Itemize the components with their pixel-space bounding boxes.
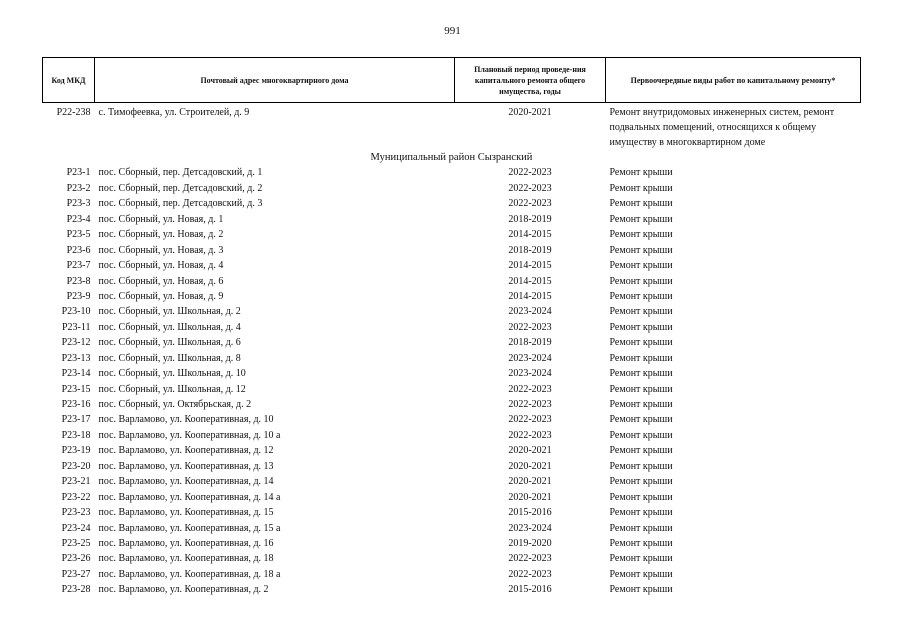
row-address: пос. Варламово, ул. Кооперативная, д. 18 а (98, 568, 281, 580)
row-address: пос. Варламово, ул. Кооперативная, д. 18 (98, 553, 274, 565)
row-code: Р23-6 (66, 244, 91, 256)
table-row (43, 397, 861, 412)
header-address: Почтовый адрес многоквартирного дома (95, 58, 455, 103)
row-period: 2022-2023 (508, 383, 552, 395)
row-address: пос. Сборный, пер. Детсадовский, д. 3 (98, 198, 263, 210)
row-address: пос. Варламово, ул. Кооперативная, д. 10 а (98, 429, 281, 441)
row-code: Р23-25 (61, 537, 91, 549)
row-works: Ремонт крыши (609, 337, 673, 349)
row-code: Р23-15 (61, 383, 91, 395)
row-works: Ремонт внутридомовых инженерных систем, ремонт подвальных помещений, относящихся к общему имуществу в многоквартирном доме (609, 107, 835, 148)
row-period: 2023-2024 (508, 352, 552, 364)
row-address: пос. Сборный, ул. Новая, д. 3 (98, 244, 224, 256)
section-row (43, 150, 861, 165)
row-works: Ремонт крыши (609, 182, 673, 194)
row-address: пос. Варламово, ул. Кооперативная, д. 14 (98, 476, 274, 488)
row-code: Р23-8 (66, 275, 91, 287)
table-row (43, 459, 861, 474)
table-row (43, 165, 861, 180)
row-period: 2022-2023 (508, 321, 552, 333)
row-code: Р23-9 (66, 290, 91, 302)
row-address: пос. Варламово, ул. Кооперативная, д. 2 (98, 584, 269, 596)
row-address: пос. Варламово, ул. Кооперативная, д. 16 (98, 537, 274, 549)
row-period: 2022-2023 (508, 167, 552, 179)
row-code: Р23-4 (66, 213, 91, 225)
table-row (43, 212, 861, 227)
table-row (43, 521, 861, 536)
row-period: 2014-2015 (508, 260, 552, 272)
table-row (43, 243, 861, 258)
row-period: 2014-2015 (508, 229, 552, 241)
table-row (43, 258, 861, 273)
row-works: Ремонт крыши (609, 507, 673, 519)
header-period: Плановый период проведе-ния капитального ремонта общего имущества, годы (455, 58, 606, 103)
table-row (43, 181, 861, 196)
row-code: Р23-2 (66, 182, 91, 194)
row-works: Ремонт крыши (609, 522, 673, 534)
table-row (43, 382, 861, 397)
row-code: Р23-28 (61, 584, 91, 596)
row-code: Р23-16 (61, 399, 91, 410)
row-period: 2022-2023 (508, 568, 552, 580)
row-period: 2019-2020 (508, 537, 552, 549)
row-address: пос. Сборный, ул. Новая, д. 1 (98, 213, 224, 225)
row-works: Ремонт крыши (609, 537, 673, 549)
table-row (43, 505, 861, 520)
row-code: Р23-12 (61, 337, 91, 349)
row-works: Ремонт крыши (609, 445, 673, 457)
row-period: 2022-2023 (508, 198, 552, 210)
row-period: 2015-2016 (508, 507, 552, 519)
row-code: Р23-1 (66, 167, 91, 179)
section-title: Муниципальный район Сызранский (370, 152, 533, 163)
row-works: Ремонт крыши (609, 229, 673, 241)
row-period: 2022-2023 (508, 414, 552, 426)
table-row (43, 196, 861, 211)
row-works: Ремонт крыши (609, 306, 673, 318)
row-period: 2020-2021 (508, 107, 552, 118)
row-works: Ремонт крыши (609, 352, 673, 364)
table-row (43, 335, 861, 350)
row-works: Ремонт крыши (609, 167, 673, 179)
row-address: пос. Сборный, пер. Детсадовский, д. 2 (98, 182, 263, 194)
row-code: Р23-7 (66, 260, 91, 272)
page-number: 991 (444, 25, 461, 37)
row-works: Ремонт крыши (609, 368, 673, 380)
row-works: Ремонт крыши (609, 260, 673, 272)
row-address: пос. Варламово, ул. Кооперативная, д. 13 (98, 460, 274, 472)
row-code: Р23-27 (61, 568, 91, 580)
row-period: 2014-2015 (508, 290, 552, 302)
row-period: 2018-2019 (508, 244, 552, 256)
table-row (43, 536, 861, 551)
table-row (43, 320, 861, 335)
header-works: Первоочередные виды работ по капитальному ремонту* (606, 58, 861, 103)
row-code: Р23-24 (61, 522, 91, 534)
row-works: Ремонт крыши (609, 460, 673, 472)
row-works: Ремонт крыши (609, 198, 673, 210)
row-works: Ремонт крыши (609, 429, 673, 441)
table-row (43, 227, 861, 242)
table-row (43, 474, 861, 489)
row-period: 2020-2021 (508, 491, 552, 503)
row-period: 2023-2024 (508, 368, 552, 380)
row-code: Р23-22 (61, 491, 91, 503)
row-period: 2022-2023 (508, 429, 552, 441)
table-row (43, 304, 861, 319)
row-address: пос. Варламово, ул. Кооперативная, д. 15 а (98, 522, 281, 534)
row-address: пос. Сборный, ул. Школьная, д. 12 (98, 383, 246, 395)
row-code: Р23-21 (61, 476, 91, 488)
row-address: пос. Сборный, ул. Октябрьская, д. 2 (98, 399, 252, 410)
row-period: 2018-2019 (508, 337, 552, 349)
row-works: Ремонт крыши (609, 476, 673, 488)
row-works: Ремонт крыши (609, 414, 673, 426)
table-row (43, 274, 861, 289)
row-code: Р23-13 (61, 352, 91, 364)
row-period: 2020-2021 (508, 460, 552, 472)
row-code: Р23-19 (61, 445, 91, 457)
table-row (43, 551, 861, 566)
row-works: Ремонт крыши (609, 568, 673, 580)
row-works: Ремонт крыши (609, 399, 673, 410)
row-code: Р23-20 (61, 460, 91, 472)
row-address: пос. Сборный, ул. Новая, д. 6 (98, 275, 224, 287)
row-period: 2015-2016 (508, 584, 552, 596)
row-period: 2023-2024 (508, 522, 552, 534)
row-address: пос. Варламово, ул. Кооперативная, д. 10 (98, 414, 274, 426)
table-row (43, 366, 861, 381)
row-code: Р23-26 (61, 553, 91, 565)
row-works: Ремонт крыши (609, 244, 673, 256)
table-body (43, 103, 861, 598)
table-row (43, 412, 861, 427)
row-period: 2022-2023 (508, 399, 552, 410)
row-code: Р23-5 (66, 229, 91, 241)
row-address: пос. Сборный, ул. Новая, д. 4 (98, 260, 224, 272)
repair-program-table (42, 57, 861, 598)
table-header (43, 58, 861, 103)
row-address: пос. Сборный, ул. Школьная, д. 2 (98, 306, 241, 318)
row-address: пос. Сборный, ул. Школьная, д. 4 (98, 321, 241, 333)
row-works: Ремонт крыши (609, 553, 673, 565)
row-works: Ремонт крыши (609, 213, 673, 225)
header-code: Код МКД (43, 58, 95, 103)
row-code: Р23-17 (61, 414, 91, 426)
table-row (43, 582, 861, 597)
row-works: Ремонт крыши (609, 491, 673, 503)
table-row (43, 103, 861, 151)
table-row (43, 567, 861, 582)
table-row (43, 351, 861, 366)
table-row (43, 289, 861, 304)
row-address: пос. Сборный, ул. Новая, д. 2 (98, 229, 224, 241)
row-address: с. Тимофеевка, ул. Строителей, д. 9 (98, 107, 250, 118)
row-address: пос. Варламово, ул. Кооперативная, д. 15 (98, 507, 274, 519)
row-period: 2022-2023 (508, 553, 552, 565)
table-row (43, 443, 861, 458)
row-works: Ремонт крыши (609, 383, 673, 395)
row-address: пос. Сборный, ул. Школьная, д. 8 (98, 352, 241, 364)
row-works: Ремонт крыши (609, 584, 673, 596)
table-row (43, 490, 861, 505)
row-code: Р23-18 (61, 429, 91, 441)
row-address: пос. Варламово, ул. Кооперативная, д. 14 а (98, 491, 281, 503)
table-row (43, 428, 861, 443)
row-period: 2014-2015 (508, 275, 552, 287)
row-period: 2020-2021 (508, 445, 552, 457)
row-period: 2020-2021 (508, 476, 552, 488)
row-code: Р23-23 (61, 507, 91, 519)
row-address: пос. Сборный, ул. Школьная, д. 6 (98, 337, 241, 349)
row-code: Р23-14 (61, 368, 91, 380)
row-address: пос. Сборный, ул. Новая, д. 9 (98, 290, 224, 302)
row-period: 2022-2023 (508, 182, 552, 194)
row-code: Р23-3 (66, 198, 91, 210)
row-address: пос. Сборный, ул. Школьная, д. 10 (98, 368, 246, 380)
row-code: Р23-11 (61, 321, 91, 333)
row-code: Р22-238 (56, 107, 91, 118)
row-works: Ремонт крыши (609, 275, 673, 287)
row-period: 2023-2024 (508, 306, 552, 318)
row-address: пос. Варламово, ул. Кооперативная, д. 12 (98, 445, 274, 457)
row-code: Р23-10 (61, 306, 91, 318)
row-address: пос. Сборный, пер. Детсадовский, д. 1 (98, 167, 263, 179)
row-works: Ремонт крыши (609, 290, 673, 302)
row-works: Ремонт крыши (609, 321, 673, 333)
row-period: 2018-2019 (508, 213, 552, 225)
